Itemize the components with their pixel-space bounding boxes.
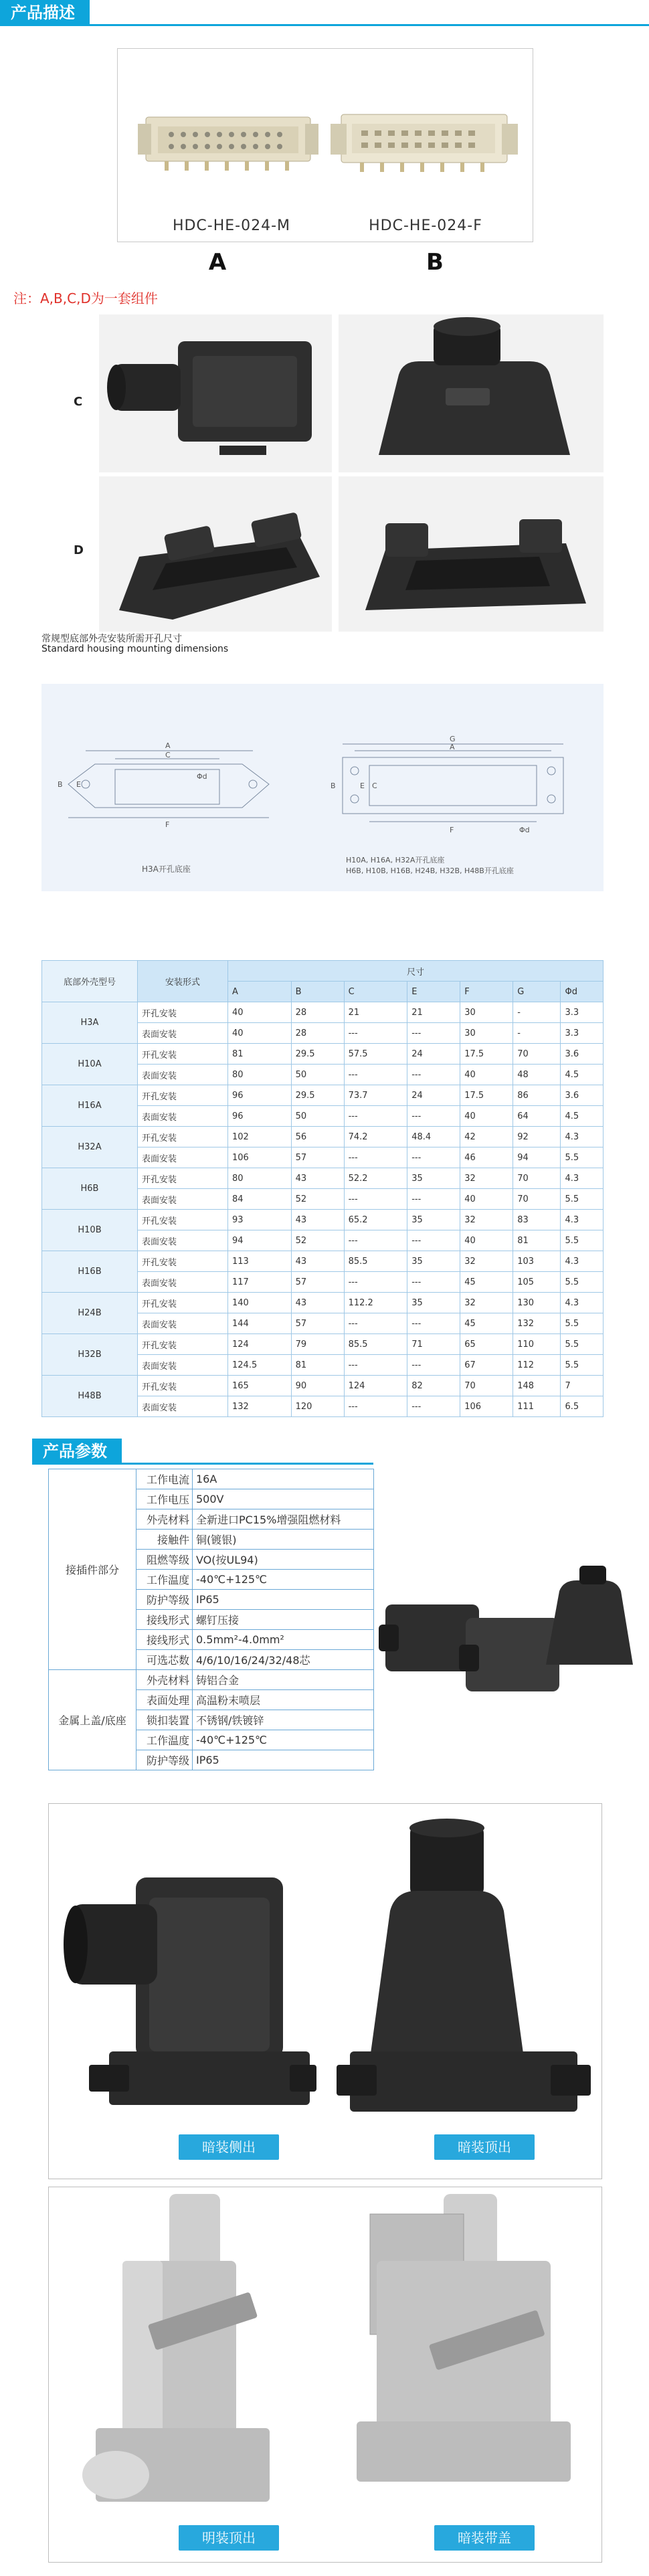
dim-value-cell: 35 [407,1168,460,1189]
dim-value-cell: 132 [513,1313,561,1334]
dim-value-cell: 74.2 [344,1127,407,1147]
dim-value-cell: 40 [228,1023,292,1044]
base-cutout-photo-right [339,476,604,632]
dim-value-cell: --- [344,1147,407,1168]
dim-value-cell: 46 [460,1147,513,1168]
method-cell: 开孔安装 [138,1002,228,1023]
param-value: 螺钉压接 [193,1610,374,1630]
header-rule [32,1463,373,1465]
section-header-description [0,0,649,27]
dim-phi-right: Φd [519,826,530,834]
housing-set-photo [379,1564,633,1705]
dims-caption-en: Standard housing mounting dimensions [41,644,229,654]
dim-value-cell: --- [344,1023,407,1044]
mount-label-concealed-cover: 暗装带盖 [434,2525,535,2551]
dim-value-cell: 35 [407,1251,460,1272]
dim-value-cell: 94 [228,1230,292,1251]
dim-value-cell: --- [407,1272,460,1293]
dim-value-cell: 28 [291,1002,344,1023]
dim-value-cell: --- [407,1230,460,1251]
surface-top-exit-photo [69,2194,323,2522]
param-key: 锁扣装置 [136,1710,193,1730]
dim-value-cell: 85.5 [344,1334,407,1355]
side-exit-hood-photo [62,1824,316,2138]
dim-value-cell: 17.5 [460,1044,513,1065]
param-key: 接触件 [136,1530,193,1550]
dim-b-right: B [331,781,336,790]
method-cell: 开孔安装 [138,1127,228,1147]
dim-value-cell: 43 [291,1293,344,1313]
dim-header-g: G [513,982,561,1002]
param-value: -40℃+125℃ [193,1730,374,1750]
dims-caption-cn: 常规型底部外壳安装所需开孔尺寸 [41,634,182,644]
dim-value-cell: 29.5 [291,1085,344,1106]
model-cell: H6B [42,1168,138,1210]
param-row [49,1469,374,1489]
product-model-a: HDC-HE-024-M [172,217,291,234]
dim-value-cell: 3.3 [561,1002,604,1023]
dim-value-cell: 48 [513,1065,561,1085]
concealed-with-cover-photo [337,2194,591,2522]
dim-value-cell: 24 [407,1044,460,1065]
dim-value-cell: 32 [460,1210,513,1230]
param-key: 外壳材料 [136,1509,193,1530]
param-key: 防护等级 [136,1750,193,1770]
method-cell: 开孔安装 [138,1376,228,1396]
dim-value-cell: --- [344,1355,407,1376]
dim-value-cell: 4.5 [561,1106,604,1127]
dim-value-cell: --- [344,1065,407,1085]
method-cell: 表面安装 [138,1189,228,1210]
dim-value-cell: 124 [344,1376,407,1396]
dim-value-cell: 117 [228,1272,292,1293]
row-letter-c: C [74,395,83,409]
dim-value-cell: --- [344,1106,407,1127]
male-insert-image [138,97,318,184]
dim-value-cell: 81 [513,1230,561,1251]
model-cell: H3A [42,1002,138,1044]
method-cell: 开孔安装 [138,1251,228,1272]
dim-value-cell: 124.5 [228,1355,292,1376]
col-method-header: 安装形式 [138,961,228,1002]
dim-value-cell: 80 [228,1168,292,1189]
dim-value-cell: 32 [460,1251,513,1272]
dim-value-cell: --- [344,1313,407,1334]
dim-value-cell: 70 [513,1168,561,1189]
dim-value-cell: 5.5 [561,1334,604,1355]
hood-side-entry-photo [99,314,332,472]
dim-value-cell: 83 [513,1210,561,1230]
dim-value-cell: 45 [460,1272,513,1293]
model-cell: H32A [42,1127,138,1168]
dim-value-cell: 52 [291,1189,344,1210]
model-cell: H16A [42,1085,138,1127]
table-row [42,1334,604,1355]
table-row [42,1168,604,1189]
dim-value-cell: --- [407,1189,460,1210]
params-table [48,1469,374,1770]
dim-value-cell: 57.5 [344,1044,407,1065]
dim-f-right: F [450,826,454,834]
dim-value-cell: 96 [228,1085,292,1106]
method-cell: 开孔安装 [138,1210,228,1230]
dimension-table [41,960,604,1417]
row-letter-d: D [74,543,84,557]
dim-value-cell: --- [344,1396,407,1417]
method-cell: 表面安装 [138,1313,228,1334]
dim-value-cell: 132 [228,1396,292,1417]
female-insert-image [331,97,518,184]
section-header-params [0,1439,649,1465]
product-letter-b: B [426,249,444,276]
dim-value-cell: 3.6 [561,1085,604,1106]
param-value: 不锈钢/铁镀锌 [193,1710,374,1730]
method-cell: 表面安装 [138,1023,228,1044]
table-row [42,1251,604,1272]
dim-value-cell: --- [344,1230,407,1251]
param-key: 接线形式 [136,1610,193,1630]
param-value: 高温粉末喷层 [193,1690,374,1710]
dim-g-right: G [450,735,456,743]
param-key: 工作电流 [136,1469,193,1489]
dim-value-cell: 110 [513,1334,561,1355]
param-value: 500V [193,1489,374,1509]
model-cell: H32B [42,1334,138,1376]
header-rule [0,24,649,26]
model-cell: H48B [42,1376,138,1417]
dim-value-cell: 165 [228,1376,292,1396]
dim-value-cell: 45 [460,1313,513,1334]
param-key: 工作电压 [136,1489,193,1509]
dim-header-b: B [291,982,344,1002]
table-row [42,1127,604,1147]
dim-value-cell: 148 [513,1376,561,1396]
dim-value-cell: 32 [460,1168,513,1189]
dim-value-cell: 56 [291,1127,344,1147]
dim-value-cell: 42 [460,1127,513,1147]
dim-e-left: E [76,780,81,789]
mount-frame-dark [48,1803,602,2179]
dim-value-cell: 5.5 [561,1272,604,1293]
dim-value-cell: 30 [460,1023,513,1044]
table-row [42,1293,604,1313]
dim-value-cell: 130 [513,1293,561,1313]
dim-value-cell: - [513,1023,561,1044]
method-cell: 开孔安装 [138,1044,228,1065]
dim-value-cell: 65.2 [344,1210,407,1230]
dim-value-cell: 144 [228,1313,292,1334]
param-group-label: 接插件部分 [49,1469,136,1670]
dim-value-cell: 84 [228,1189,292,1210]
dim-value-cell: 3.3 [561,1023,604,1044]
method-cell: 表面安装 [138,1272,228,1293]
dim-header-phid: Φd [561,982,604,1002]
dim-value-cell: 106 [228,1147,292,1168]
method-cell: 开孔安装 [138,1085,228,1106]
dim-value-cell: 124 [228,1334,292,1355]
table-row [42,1002,604,1023]
dim-value-cell: 4.3 [561,1251,604,1272]
dim-value-cell: 90 [291,1376,344,1396]
dim-value-cell: 67 [460,1355,513,1376]
dim-value-cell: --- [407,1023,460,1044]
dim-value-cell: 4.3 [561,1293,604,1313]
dim-value-cell: 21 [344,1002,407,1023]
dim-value-cell: 105 [513,1272,561,1293]
dim-value-cell: 103 [513,1251,561,1272]
dim-value-cell: 30 [460,1002,513,1023]
dim-value-cell: 80 [228,1065,292,1085]
mount-label-concealed-side: 暗装侧出 [179,2134,279,2160]
dim-value-cell: 40 [460,1106,513,1127]
dim-value-cell: --- [407,1065,460,1085]
dim-value-cell: 5.5 [561,1313,604,1334]
method-cell: 表面安装 [138,1396,228,1417]
dim-value-cell: 81 [228,1044,292,1065]
dim-header-e: E [407,982,460,1002]
product-frame [117,48,533,242]
dim-header-f: F [460,982,513,1002]
dim-phi-left: Φd [197,772,207,781]
dim-value-cell: 120 [291,1396,344,1417]
dim-value-cell: --- [344,1189,407,1210]
diagram-right-caption-2: H6B, H10B, H16B, H24B, H32B, H48B开孔底座 [346,866,514,875]
dim-value-cell: 140 [228,1293,292,1313]
dim-value-cell: 5.5 [561,1355,604,1376]
dim-value-cell: 17.5 [460,1085,513,1106]
col-model-header: 底部外壳型号 [42,961,138,1002]
dim-value-cell: 85.5 [344,1251,407,1272]
method-cell: 开孔安装 [138,1334,228,1355]
param-key: 接线形式 [136,1630,193,1650]
diagram-left-caption: H3A开孔底座 [142,864,191,874]
dim-value-cell: 28 [291,1023,344,1044]
dim-value-cell: --- [407,1147,460,1168]
dim-value-cell: 94 [513,1147,561,1168]
col-size-header: 尺寸 [228,961,604,982]
dim-value-cell: 6.5 [561,1396,604,1417]
mount-frame-grey [48,2187,602,2563]
table-row [42,1210,604,1230]
dim-value-cell: 24 [407,1085,460,1106]
dim-value-cell: 106 [460,1396,513,1417]
dim-value-cell: 64 [513,1106,561,1127]
dim-value-cell: 40 [228,1002,292,1023]
mounting-diagram [41,684,604,891]
method-cell: 开孔安装 [138,1168,228,1189]
dim-value-cell: 4.3 [561,1210,604,1230]
dim-b-left: B [58,780,63,789]
dim-value-cell: 71 [407,1334,460,1355]
dim-value-cell: 57 [291,1147,344,1168]
method-cell: 表面安装 [138,1355,228,1376]
param-key: 外壳材料 [136,1670,193,1690]
param-value: 铜(镀银) [193,1530,374,1550]
param-key: 表面处理 [136,1690,193,1710]
product-letter-a: A [208,249,227,276]
dim-value-cell: 40 [460,1189,513,1210]
dim-value-cell: 5.5 [561,1230,604,1251]
dim-value-cell: 111 [513,1396,561,1417]
dim-value-cell: --- [407,1396,460,1417]
dim-value-cell: 57 [291,1272,344,1293]
dim-value-cell: 50 [291,1065,344,1085]
dim-value-cell: 21 [407,1002,460,1023]
dim-value-cell: 35 [407,1210,460,1230]
dim-value-cell: 65 [460,1334,513,1355]
section-title: 产品参数 [32,1439,122,1464]
dim-value-cell: --- [407,1313,460,1334]
dim-f-left: F [165,820,170,829]
param-value: 0.5mm²-4.0mm² [193,1630,374,1650]
diagram-right-caption-1: H10A, H16A, H32A开孔底座 [346,856,445,864]
param-value: IP65 [193,1590,374,1610]
section-title: 产品描述 [0,0,90,25]
dim-value-cell: 81 [291,1355,344,1376]
dim-value-cell: 96 [228,1106,292,1127]
dim-e-right: E [360,781,365,790]
dim-value-cell: 3.6 [561,1044,604,1065]
param-key: 工作温度 [136,1570,193,1590]
mount-label-concealed-top: 暗装顶出 [434,2134,535,2160]
dim-header-c: C [344,982,407,1002]
dim-value-cell: 5.5 [561,1189,604,1210]
dim-value-cell: 43 [291,1168,344,1189]
dim-value-cell: 70 [513,1189,561,1210]
dim-a-right: A [450,743,455,751]
dim-value-cell: 7 [561,1376,604,1396]
param-value: 铸铝合金 [193,1670,374,1690]
dim-value-cell: 70 [513,1044,561,1065]
param-value: -40℃+125℃ [193,1570,374,1590]
dim-value-cell: 35 [407,1293,460,1313]
base-cutout-photo-left [99,476,332,632]
dim-c-left: C [165,751,171,759]
assembly-note: 注：A,B,C,D为一套组件 [13,290,158,306]
mount-label-surface-top: 明装顶出 [179,2525,279,2551]
dim-value-cell: 4.3 [561,1168,604,1189]
dim-value-cell: 48.4 [407,1127,460,1147]
param-key: 工作温度 [136,1730,193,1750]
dim-value-cell: 52.2 [344,1168,407,1189]
model-cell: H10B [42,1210,138,1251]
dim-value-cell: 93 [228,1210,292,1230]
method-cell: 表面安装 [138,1106,228,1127]
dim-value-cell: 40 [460,1065,513,1085]
dim-value-cell: 73.7 [344,1085,407,1106]
dim-value-cell: 79 [291,1334,344,1355]
dim-value-cell: 82 [407,1376,460,1396]
method-cell: 表面安装 [138,1147,228,1168]
table-row [42,1044,604,1065]
param-row [49,1670,374,1690]
param-value: IP65 [193,1750,374,1770]
model-cell: H24B [42,1293,138,1334]
param-value: 16A [193,1469,374,1489]
param-value: 4/6/10/16/24/32/48芯 [193,1650,374,1670]
param-group-label: 金属上盖/底座 [49,1670,136,1770]
dim-value-cell: 52 [291,1230,344,1251]
param-key: 可选芯数 [136,1650,193,1670]
table-row [42,1376,604,1396]
dim-c-right: C [372,781,377,790]
dim-value-cell: 40 [460,1230,513,1251]
model-cell: H10A [42,1044,138,1085]
dim-value-cell: 112 [513,1355,561,1376]
dim-value-cell: 32 [460,1293,513,1313]
dim-value-cell: 86 [513,1085,561,1106]
dim-value-cell: 43 [291,1251,344,1272]
dim-value-cell: 4.5 [561,1065,604,1085]
param-value: 全新进口PC15%增强阻燃材料 [193,1509,374,1530]
dim-value-cell: 29.5 [291,1044,344,1065]
param-value: VO(按UL94) [193,1550,374,1570]
dim-value-cell: 43 [291,1210,344,1230]
dim-value-cell: 5.5 [561,1147,604,1168]
param-key: 阻燃等级 [136,1550,193,1570]
dim-value-cell: 102 [228,1127,292,1147]
dim-a-left: A [165,741,171,750]
dim-value-cell: --- [407,1106,460,1127]
dim-value-cell: 50 [291,1106,344,1127]
method-cell: 表面安装 [138,1230,228,1251]
dim-value-cell: 113 [228,1251,292,1272]
table-row [42,1085,604,1106]
dim-value-cell: 4.3 [561,1127,604,1147]
dim-value-cell: 92 [513,1127,561,1147]
dim-value-cell: --- [407,1355,460,1376]
model-cell: H16B [42,1251,138,1293]
param-key: 防护等级 [136,1590,193,1610]
dim-value-cell: - [513,1002,561,1023]
dim-value-cell: 57 [291,1313,344,1334]
dim-value-cell: --- [344,1272,407,1293]
method-cell: 表面安装 [138,1065,228,1085]
dim-header-a: A [228,982,292,1002]
method-cell: 开孔安装 [138,1293,228,1313]
top-exit-hood-photo [337,1817,591,2138]
dim-value-cell: 112.2 [344,1293,407,1313]
hood-top-entry-photo [339,314,604,472]
product-model-b: HDC-HE-024-F [369,217,482,234]
dim-value-cell: 70 [460,1376,513,1396]
